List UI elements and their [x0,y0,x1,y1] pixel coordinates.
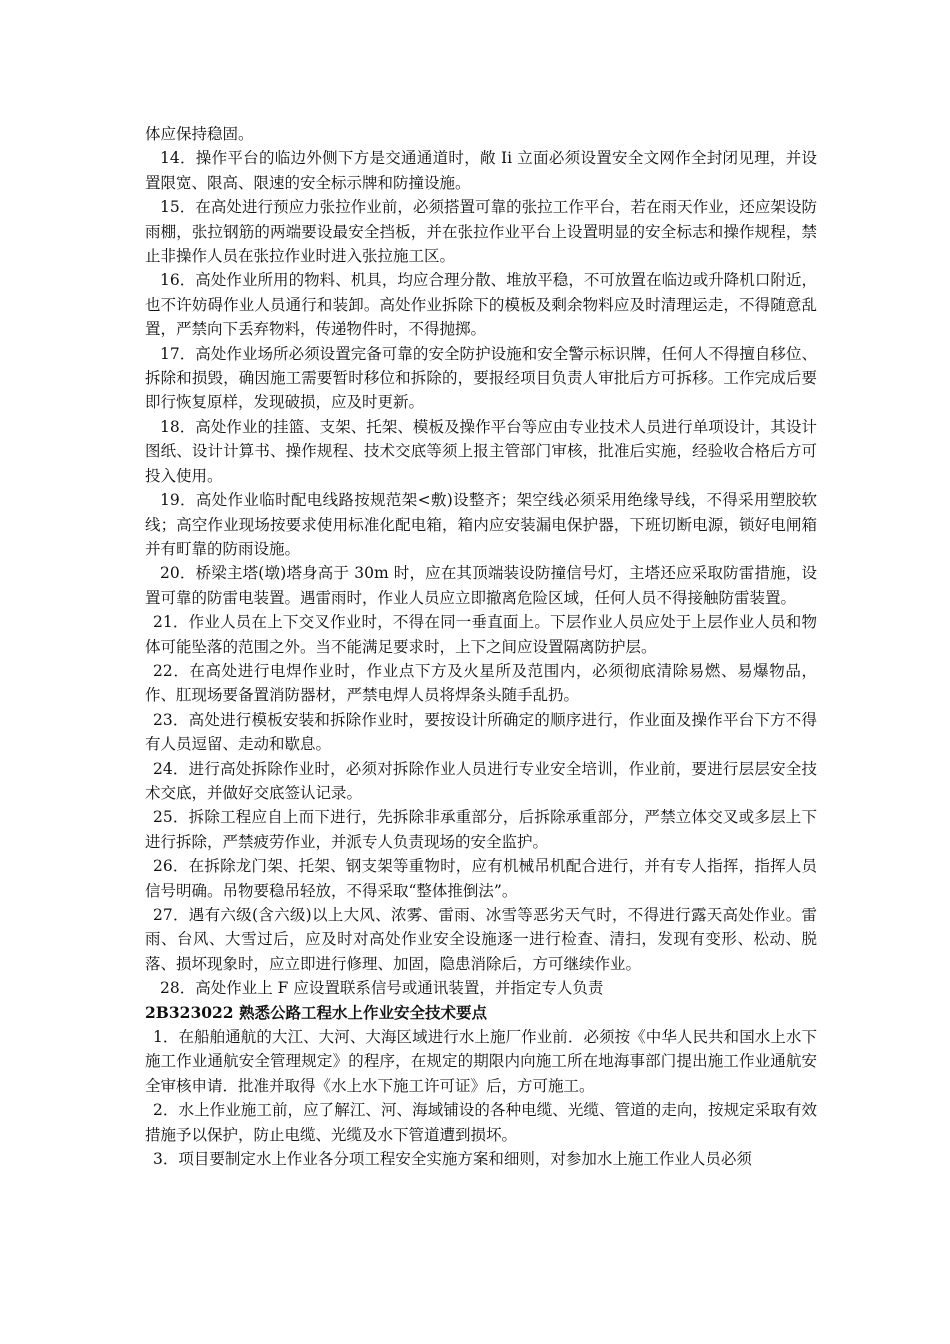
section-paragraph-3: 3．项目要制定水上作业各分项工程安全实施方案和细则，对参加水上施工作业人员必须 [153,1150,752,1169]
paragraph-item-25: 25．拆除工程应自上而下进行，先拆除非承重部分，后拆除承重部分，严禁立体交叉或多层上下进行拆除，严禁疲劳作业，并派专人负责现场的安全监护。 [145,808,817,851]
paragraph-item-15: 15．在高处进行预应力张拉作业前，必须搭置可靠的张拉工作平台，若在雨天作业，还应架设防雨棚，张拉钢筋的两端要设最安全挡板，并在张拉作业平台上设置明显的安全标志和操作规程，禁止非操作人员在张拉作业时进入张拉施工区。 [145,198,817,266]
paragraph-item-18: 18．高处作业的挂篮、支架、托架、模板及操作平台等应由专业技术人员进行单项设计，其设计图纸、设计计算书、操作规程、技术交底等须上报主管部门审核，批准后实施，经验收合格后方可投入使用。 [145,417,817,485]
paragraph-item-27: 27．遇有六级(含六级)以上大风、浓雾、雷雨、冰雪等恶劣天气时，不得进行露天高处作业。雷雨、台风、大雪过后，应及时对高处作业安全设施逐一进行检查、清扫，发现有变形、松动、脱落、损坏现象时，应立即进行修理、加固，隐患消除后，方可继续作业。 [145,906,817,973]
document-body [145,122,817,1171]
section-heading: 2B323022 熟悉公路工程水上作业安全技术要点 [145,1002,487,1022]
paragraph-item-17: 17．高处作业场所必须设置完备可靠的安全防护设施和安全警示标识牌，任何人不得擅自移位、拆除和损毁，确因施工需要暂时移位和拆除的，要报经项目负责人审批后方可拆移。工作完成后要即行恢复原样，发现破损，应及时更新。 [145,344,817,412]
section-paragraph-2: 2．水上作业施工前，应了解江、河、海域铺设的各种电缆、光缆、管道的走向，按规定采取有效措施予以保护，防止电缆、光缆及水下管道遭到损坏。 [145,1101,817,1144]
paragraph-item-16: 16．高处作业所用的物料、机具，均应合理分散、堆放平稳，不可放置在临边或升降机口附近，也不许妨碍作业人员通行和装卸。高处作业拆除下的模板及剩余物料应及时清理运走，不得随意乱置，严禁向下丢弃物料，传递物件时，不得抛掷。 [145,271,817,339]
paragraph-item-20: 20．桥梁主塔(墩)塔身高于 30m 时，应在其顶端装设防撞信号灯，主塔还应采取防雷措施，设置可靠的防雷电装置。遇雷雨时，作业人员应立即撤离危险区域，任何人员不得接触防雷装置。 [145,564,817,607]
paragraph-item-21: 21．作业人员在上下交叉作业时，不得在同一垂直面上。下层作业人员应处于上层作业人员和物体可能坠落的范围之外。当不能满足要求时，上下之间应设置隔离防护层。 [145,613,817,656]
paragraph-item-28: 28．高处作业上 F 应设置联系信号或通讯装置，并指定专人负责 [160,979,604,998]
paragraph-item-14: 14．操作平台的临边外侧下方是交通通道时，敞 Ii 立面必须设置安全文网作全封闭见理，并设置限宽、限高、限速的安全标示牌和防撞设施。 [145,149,817,192]
paragraph-item-22: 22．在高处进行电焊作业时，作业点下方及火星所及范围内，必须彻底清除易燃、易爆物品，作、肛现场要备置消防器材，严禁电焊人员将焊条头随手乱扔。 [145,661,817,705]
paragraph-item-19: 19．高处作业临时配电线路按规范架<敷)设整齐；架空线必须采用绝缘导线，不得采用塑胶软线；高空作业现场按要求使用标准化配电箱，箱内应安装漏电保护器，下班切断电源，锁好电闸箱并有町靠的防雨设施。 [145,491,817,558]
paragraph-item-26: 26．在拆除龙门架、托架、钢支架等重物时，应有机械吊机配合进行，并有专人指挥，指挥人员信号明确。吊物要稳吊轻放，不得采取“整体推倒法”。 [145,857,817,900]
paragraph-item-23: 23．高处进行模板安装和拆除作业时，要按设计所确定的顺序进行，作业面及操作平台下方不得有人员逗留、走动和歇息。 [145,710,817,754]
section-paragraph-1: 1．在船舶通航的大江、大河、大海区域进行水上施厂作业前．必须按《中华人民共和国水上水下施工作业通航安全管理规定》的程序，在规定的期限内向施工所在地海事部门提出施工作业通航安全审核申请．批准并取得《水上水下施工许可证》后，方可施工。 [145,1028,817,1095]
paragraph-item-24: 24．进行高处拆除作业时，必须对拆除作业人员进行专业安全培训，作业前，要进行层层安全技术交底，并做好交底签认记录。 [145,759,817,802]
paragraph-continuation: 体应保持稳固。 [145,125,254,143]
